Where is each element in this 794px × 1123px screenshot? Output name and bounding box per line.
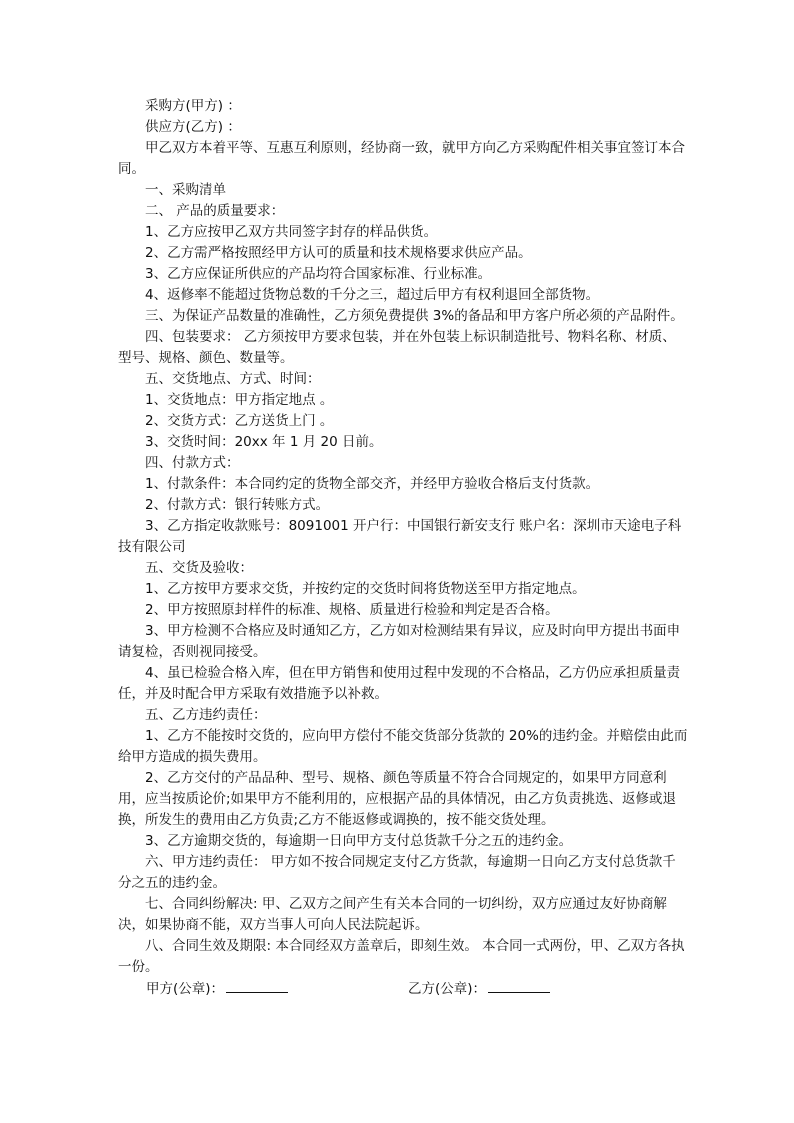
signature-row [118, 978, 688, 1002]
section-paragraph: 四、包装要求： 乙方须按甲方要求包装，并在外包装上标识制造批号、物料名称、材质、型号、规格、颜色、数量等。 [118, 329, 676, 366]
party-a-signature [146, 978, 288, 1000]
section-heading: 五、乙方违约责任： [145, 707, 267, 723]
clause-item: 1、交货地点：甲方指定地点 。 [145, 392, 334, 408]
clause-item: 3、交货时间：20xx 年 1 月 20 日前。 [145, 434, 383, 450]
section-heading: 五、交货地点、方式、时间： [145, 371, 321, 387]
party-b-signature [408, 978, 550, 1000]
party-a-blank [226, 978, 288, 993]
clause-item: 2、付款方式：银行转账方式。 [145, 497, 330, 513]
clause-item: 4、虽已检验合格入库，但在甲方销售和使用过程中发现的不合格品，乙方仍应承担质量责任，并及时配合甲方采取有效措施予以补救。 [118, 665, 681, 702]
contract-document [118, 96, 688, 1002]
clause-item: 2、乙方交付的产品品种、型号、规格、颜色等质量不符合合同规定的，如果甲方同意利用，应当按质论价;如果甲方不能利用的，应根据产品的具体情况，由乙方负责挑选、返修或退换，所发生的费用由乙方负责;乙方不能返修或调换的，按不能交货处理。 [118, 770, 677, 828]
clause-item: 3、乙方应保证所供应的产品均符合国家标准、行业标准。 [145, 266, 492, 282]
section-paragraph: 六、甲方违约责任： 甲方如不按合同规定支付乙方货款，每逾期一日向乙方支付总货款千分之五的违约金。 [118, 854, 676, 891]
section-paragraph: 七、合同纠纷解决: 甲、乙双方之间产生有关本合同的一切纠纷，双方应通过友好协商解决，如果协商不能，双方当事人可向人民法院起诉。 [118, 896, 667, 933]
clause-item: 3、乙方指定收款账号：8091001 开户行：中国银行新安支行 账户名：深圳市天途电子科技有限公司 [118, 518, 682, 555]
clause-item: 1、付款条件：本合同约定的货物全部交齐，并经甲方验收合格后支付货款。 [145, 476, 600, 492]
buyer-line: 采购方(甲方) ： [145, 98, 241, 114]
section-heading: 二、 产品的质量要求： [145, 203, 285, 219]
section-heading: 四、付款方式： [145, 455, 240, 471]
section-heading: 一、采购清单 [145, 182, 226, 198]
clause-item: 4、返修率不能超过货物总数的千分之三，超过后甲方有权利退回全部货物。 [145, 287, 600, 303]
intro-paragraph: 甲乙双方本着平等、互惠互利原则，经协商一致，就甲方向乙方采购配件相关事宜签订本合同。 [118, 140, 685, 177]
party-b-label: 乙方(公章)： [408, 981, 487, 997]
party-b-blank [488, 978, 550, 993]
clause-item: 3、乙方逾期交货的，每逾期一日向甲方支付总货款千分之五的违约金。 [145, 833, 573, 849]
section-heading: 五、交货及验收： [145, 560, 253, 576]
section-paragraph: 八、合同生效及期限: 本合同经双方盖章后，即刻生效。 本合同一式两份，甲、乙双方各执一份。 [118, 938, 685, 975]
party-a-label: 甲方(公章)： [146, 981, 225, 997]
clause-item: 2、乙方需严格按照经甲方认可的质量和技术规格要求供应产品。 [145, 245, 532, 261]
clause-item: 1、乙方按甲方要求交货，并按约定的交货时间将货物送至甲方指定地点。 [145, 581, 586, 597]
clause-item: 2、甲方按照原封样件的标准、规格、质量进行检验和判定是否合格。 [145, 602, 559, 618]
clause-item: 1、乙方不能按时交货的，应向甲方偿付不能交货部分货款的 20%的违约金。并赔偿由此而给甲方造成的损失费用。 [118, 728, 688, 765]
supplier-line: 供应方(乙方) ： [145, 119, 241, 135]
clause-item: 2、交货方式：乙方送货上门 。 [145, 413, 334, 429]
section-paragraph: 三、为保证产品数量的准确性，乙方须免费提供 3%的备品和甲方客户所必须的产品附件。 [145, 308, 684, 324]
clause-item: 3、甲方检测不合格应及时通知乙方，乙方如对检测结果有异议，应及时向甲方提出书面申请复检，否则视同接受。 [118, 623, 681, 660]
clause-item: 1、乙方应按甲乙双方共同签字封存的样品供货。 [145, 224, 438, 240]
